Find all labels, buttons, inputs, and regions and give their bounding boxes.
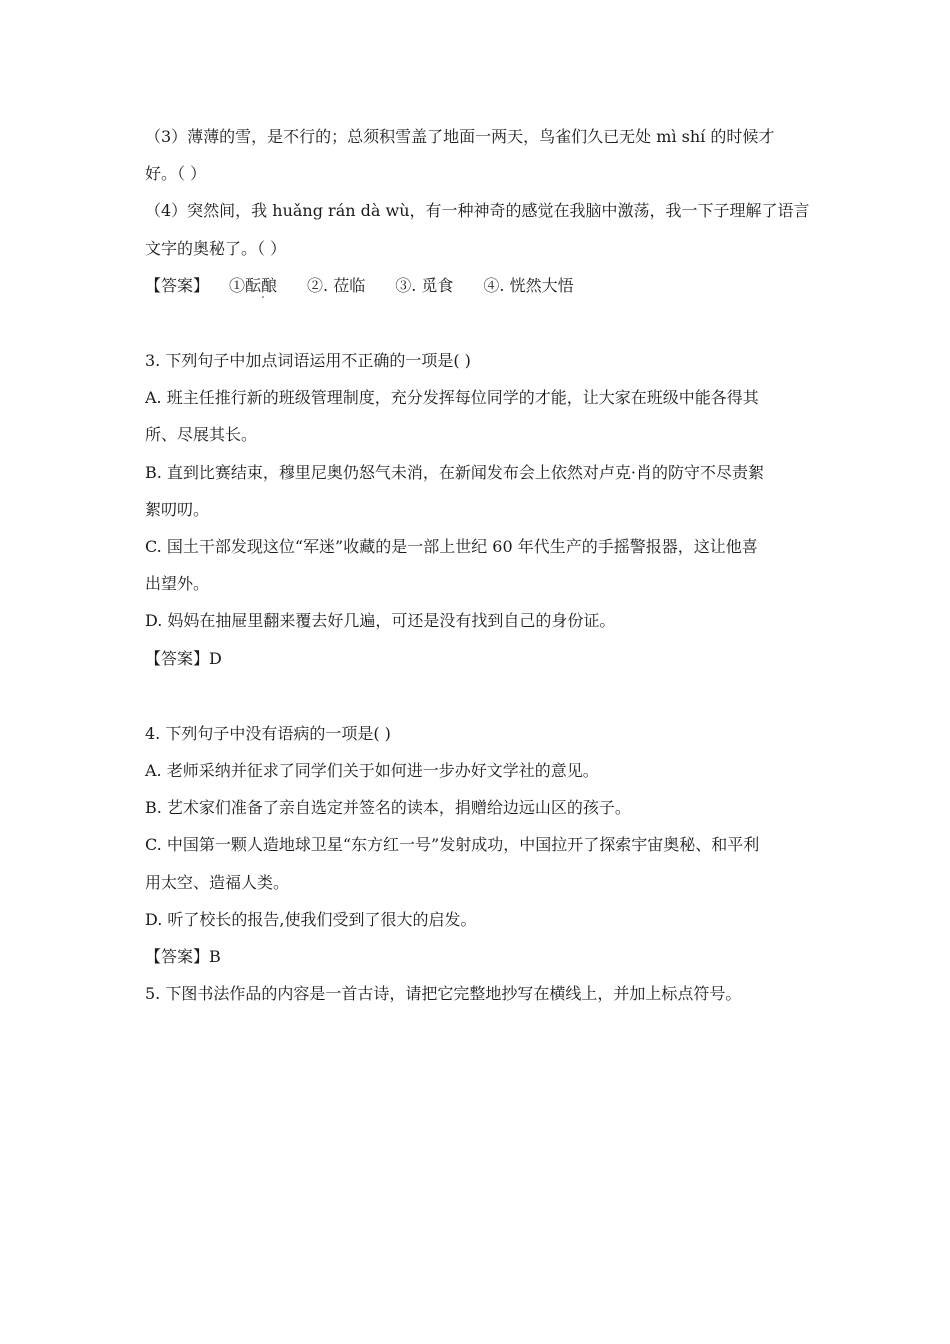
q3-option-a-line1: A. 班主任推行新的班级管理制度，充分发挥每位同学的才能，让大家在班级中能各得其 <box>145 388 759 408</box>
q4-answer: 【答案】B <box>145 947 221 967</box>
q2-answer <box>145 267 810 304</box>
document-page <box>145 118 810 1012</box>
q4-option-c-line1: C. 中国第一颗人造地球卫星“东方红一号”发射成功，中国拉开了探索宇宙奥秘、和平利 <box>145 835 760 855</box>
q2-item3-line1: （3）薄薄的雪，是不行的；总须积雪盖了地面一两天，鸟雀们久已无处 mì shí 的时候才 <box>145 127 775 146</box>
q5-stem: 5. 下图书法作品的内容是一首古诗，请把它完整地抄写在横线上，并加上标点符号。 <box>145 984 742 1004</box>
q3-option-c-line2: 出望外。 <box>145 574 210 594</box>
answer-item-4: ④. 恍然大悟 <box>483 275 574 295</box>
answer-label: 【答案】 <box>145 275 210 295</box>
q3-stem: 3. 下列句子中加点词语运用不正确的一项是( ) <box>145 351 471 371</box>
q4-option-c-line2: 用太空、造福人类。 <box>145 872 290 892</box>
q4-option-a: A. 老师采纳并征求了同学们关于如何进一步办好文学社的意见。 <box>145 761 599 781</box>
q3-option-b-line1: B. 直到比赛结束，穆里尼奥仍怒气未消，在新闻发布会上依然对卢克·肖的防守不尽责絮 <box>145 462 765 482</box>
q4-stem: 4. 下列句子中没有语病的一项是( ) <box>145 723 391 743</box>
spacer <box>145 304 810 342</box>
answer-item-2: ②. 莅临 <box>307 275 366 295</box>
stray-dot-mark <box>262 296 264 298</box>
q2-item3-line2: 好。（ ） <box>145 164 207 184</box>
q2-item4-line1: （4）突然间，我 huǎng rán dà wù，有一种神奇的感觉在我脑中激荡，我一下子理解了语言 <box>145 201 810 221</box>
answer-item-1: ①酝酿 <box>229 275 278 295</box>
q4-option-d: D. 听了校长的报告,使我们受到了很大的启发。 <box>145 909 477 929</box>
q3-option-c-line1: C. 国土干部发现这位“军迷”收藏的是一部上世纪 60 年代生产的手摇警报器，这让他喜 <box>145 537 758 557</box>
q4-option-b: B. 艺术家们准备了亲自选定并签名的读本，捐赠给边远山区的孩子。 <box>145 798 631 818</box>
answer-item-3: ③. 觅食 <box>395 275 454 295</box>
spacer <box>145 677 810 715</box>
q2-item4-line2: 文字的奥秘了。（ ） <box>145 238 287 258</box>
q3-option-d: D. 妈妈在抽屉里翻来覆去好几遍，可还是没有找到自己的身份证。 <box>145 611 616 631</box>
q3-option-b-line2: 絮叨叨。 <box>145 499 210 519</box>
q3-option-a-line2: 所、尽展其长。 <box>145 425 258 445</box>
q3-answer: 【答案】D <box>145 648 222 668</box>
